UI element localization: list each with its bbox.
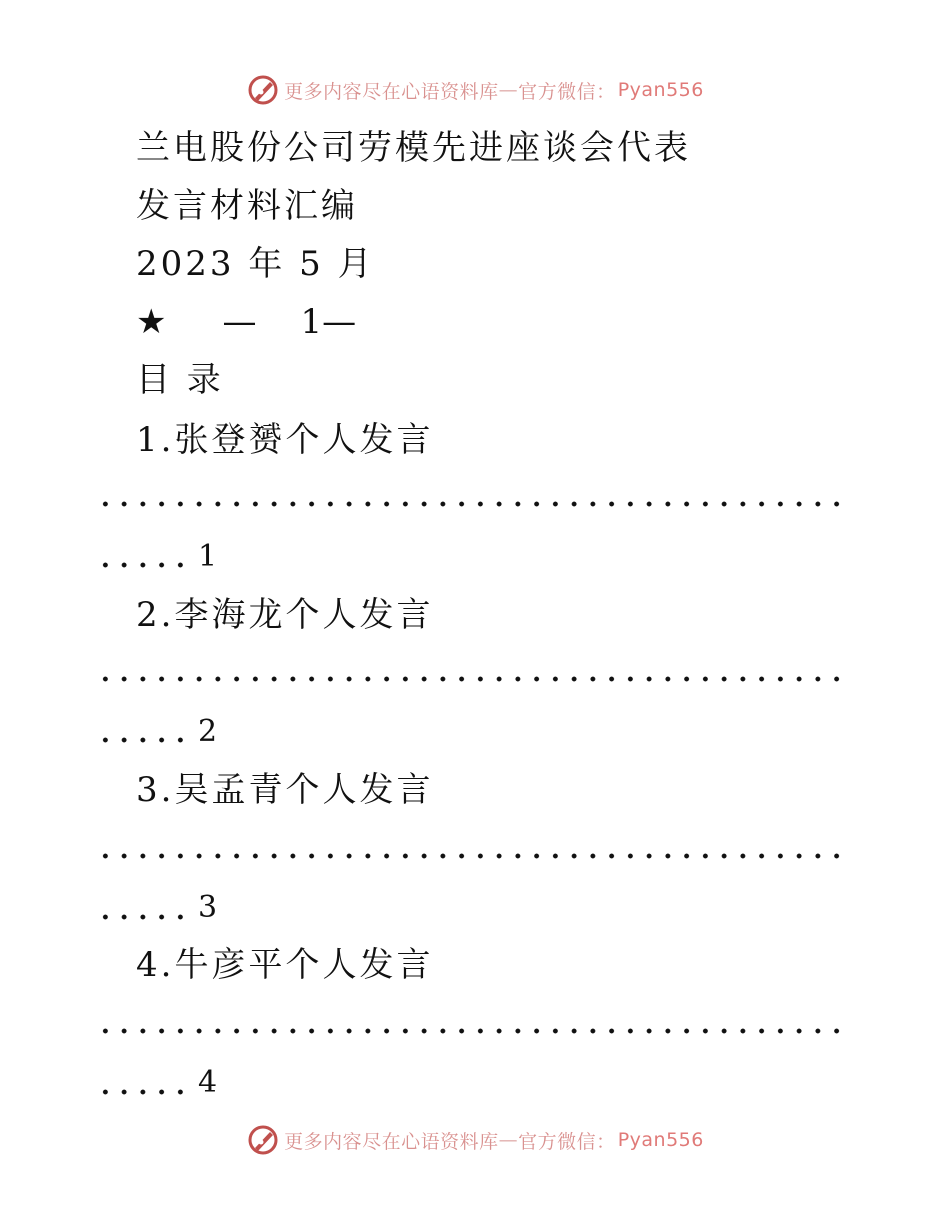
- toc-leader-dots: [96, 735, 190, 745]
- toc-page-number-3: 3: [198, 890, 218, 925]
- toc-item-1[interactable]: 1.张登赟个人发言: [136, 420, 434, 460]
- watermark-id: Pyan556: [617, 1129, 704, 1151]
- watermark-text: 更多内容尽在心语资料库: [284, 80, 499, 103]
- watermark-header: [0, 70, 950, 110]
- toc-leader-dots: [96, 499, 846, 509]
- toc-item-2[interactable]: 2.李海龙个人发言: [136, 595, 434, 635]
- watermark-text: 更多内容尽在心语资料库: [284, 1130, 499, 1153]
- toc-leader-dots: [96, 851, 846, 861]
- watermark-label: 官方微信：: [518, 1130, 616, 1153]
- toc-leader-dots: [96, 1087, 190, 1097]
- toc-page-number-1: 1: [198, 539, 218, 574]
- toc-heading: 目 录: [136, 360, 224, 400]
- document-date: 2023 年 5 月: [136, 244, 375, 284]
- toc-leader-dots: [96, 1026, 846, 1036]
- page-marker: [136, 300, 356, 344]
- watermark-separator: —: [498, 1129, 519, 1151]
- marker-page: 1—: [300, 302, 357, 342]
- pen-logo-icon: [246, 73, 280, 107]
- toc-leader-dots: [96, 560, 190, 570]
- toc-page-number-4: 4: [198, 1065, 218, 1100]
- document-title-line2: 发言材料汇编: [136, 186, 358, 226]
- toc-leader-dots: [96, 912, 190, 922]
- watermark-id: Pyan556: [617, 79, 704, 101]
- watermark-separator: —: [498, 79, 519, 101]
- watermark-footer: [0, 1120, 950, 1160]
- star-icon: ★: [136, 302, 167, 342]
- watermark-label: 官方微信：: [518, 80, 616, 103]
- document-title-line1: 兰电股份公司劳模先进座谈会代表: [136, 128, 691, 168]
- toc-item-4[interactable]: 4.牛彦平个人发言: [136, 945, 434, 985]
- toc-item-3[interactable]: 3.吴孟青个人发言: [136, 770, 434, 810]
- pen-logo-icon: [246, 1123, 280, 1157]
- toc-leader-dots: [96, 674, 846, 684]
- marker-dash: —: [222, 302, 257, 342]
- toc-page-number-2: 2: [198, 714, 218, 749]
